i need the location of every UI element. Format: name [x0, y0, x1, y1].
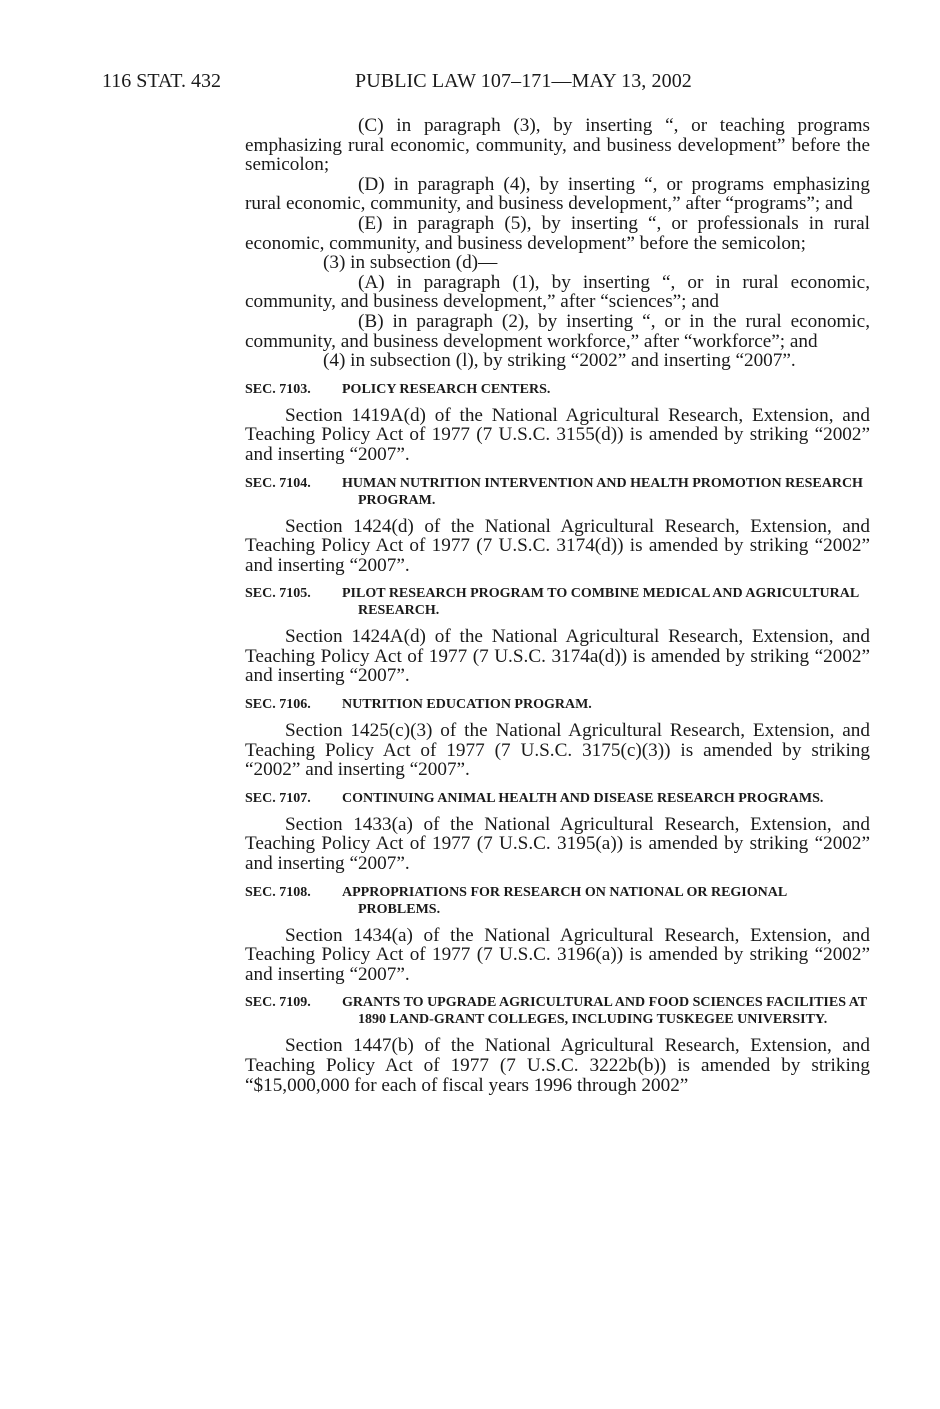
document-body — [245, 116, 870, 1095]
section-number: SEC. 7104. — [245, 475, 311, 491]
section-7105 — [245, 585, 870, 686]
section-7107 — [245, 790, 870, 874]
subsection-4: (4) in subsection (l), by striking “2002” and inserting “2007”. — [323, 350, 796, 372]
section-body: Section 1419A(d) of the National Agricultural Research, Extension, and Teaching Policy Act of 1977 (7 U.S.C. 3155(d)) is amended by striking “2002” and inserting “2007”. — [245, 404, 870, 465]
page-stat-citation: 116 STAT. 432 — [102, 70, 221, 92]
paragraph-a: (A) in paragraph (1), by inserting “, or in rural economic, community, and business development,” after “sciences”; and — [245, 271, 870, 313]
section-7103 — [245, 381, 870, 465]
paragraph-d: (D) in paragraph (4), by inserting “, or programs emphasizing rural economic, community, and business development,” after “programs”; and — [245, 173, 870, 215]
section-number: SEC. 7107. — [245, 790, 311, 806]
section-body: Section 1424(d) of the National Agricultural Research, Extension, and Teaching Policy Act of 1977 (7 U.S.C. 3174(d)) is amended by striking “2002” and inserting “2007”. — [245, 515, 870, 576]
section-heading — [245, 884, 870, 918]
section-title: HUMAN NUTRITION INTERVENTION AND HEALTH PROMOTION RESEARCH PROGRAM. — [342, 475, 863, 508]
section-7108 — [245, 884, 870, 985]
section-7104 — [245, 475, 870, 576]
section-heading — [245, 585, 870, 619]
section-body: Section 1433(a) of the National Agricultural Research, Extension, and Teaching Policy Act of 1977 (7 U.S.C. 3195(a)) is amended by striking “2002” and inserting “2007”. — [245, 813, 870, 875]
section-title: GRANTS TO UPGRADE AGRICULTURAL AND FOOD SCIENCES FACILITIES AT 1890 LAND-GRANT COLLEGES, INCLUDING TUSKEGEE UNIVERSITY. — [342, 995, 867, 1028]
section-number: SEC. 7106. — [245, 697, 311, 713]
section-heading — [245, 381, 870, 398]
section-number: SEC. 7109. — [245, 995, 311, 1011]
section-number: SEC. 7105. — [245, 586, 311, 602]
section-title: POLICY RESEARCH CENTERS. — [342, 381, 551, 397]
section-title: CONTINUING ANIMAL HEALTH AND DISEASE RESEARCH PROGRAMS. — [342, 790, 824, 806]
section-heading — [245, 475, 870, 509]
page-title: PUBLIC LAW 107–171—MAY 13, 2002 — [355, 70, 692, 92]
section-title: NUTRITION EDUCATION PROGRAM. — [342, 697, 592, 713]
section-body: Section 1424A(d) of the National Agricultural Research, Extension, and Teaching Policy Act of 1977 (7 U.S.C. 3174a(d)) is amended by striking “2002” and inserting “2007”. — [245, 626, 870, 687]
section-heading — [245, 790, 870, 807]
section-number: SEC. 7103. — [245, 381, 311, 397]
section-body: Section 1447(b) of the National Agricultural Research, Extension, and Teaching Policy Act of 1977 (7 U.S.C. 3222b(b)) is amended by striking “$15,000,000 for each of fiscal years 1996 through 2002” — [245, 1035, 870, 1096]
subsection-3: (3) in subsection (d)— — [323, 252, 498, 274]
paragraph-e: (E) in paragraph (5), by inserting “, or professionals in rural economic, community, and business development” before the semicolon; — [245, 212, 870, 254]
section-7109 — [245, 994, 870, 1095]
paragraph-b: (B) in paragraph (2), by inserting “, or in the rural economic, community, and business development workforce,” after “workforce”; and — [245, 310, 870, 352]
section-heading — [245, 696, 870, 713]
paragraph-c: (C) in paragraph (3), by inserting “, or teaching programs emphasizing rural economic, community, and business development” before the semicolon; — [245, 115, 870, 176]
section-title: APPROPRIATIONS FOR RESEARCH ON NATIONAL OR REGIONAL PROBLEMS. — [342, 884, 787, 917]
section-7106 — [245, 696, 870, 780]
section-title: PILOT RESEARCH PROGRAM TO COMBINE MEDICAL AND AGRICULTURAL RESEARCH. — [342, 586, 859, 619]
section-heading — [245, 994, 870, 1028]
section-body: Section 1425(c)(3) of the National Agricultural Research, Extension, and Teaching Policy Act of 1977 (7 U.S.C. 3175(c)(3)) is amended by striking “2002” and inserting “2007”. — [245, 720, 870, 781]
section-number: SEC. 7108. — [245, 884, 311, 900]
continuation-list — [245, 116, 870, 371]
section-body: Section 1434(a) of the National Agricultural Research, Extension, and Teaching Policy Act of 1977 (7 U.S.C. 3196(a)) is amended by striking “2002” and inserting “2007”. — [245, 924, 870, 985]
